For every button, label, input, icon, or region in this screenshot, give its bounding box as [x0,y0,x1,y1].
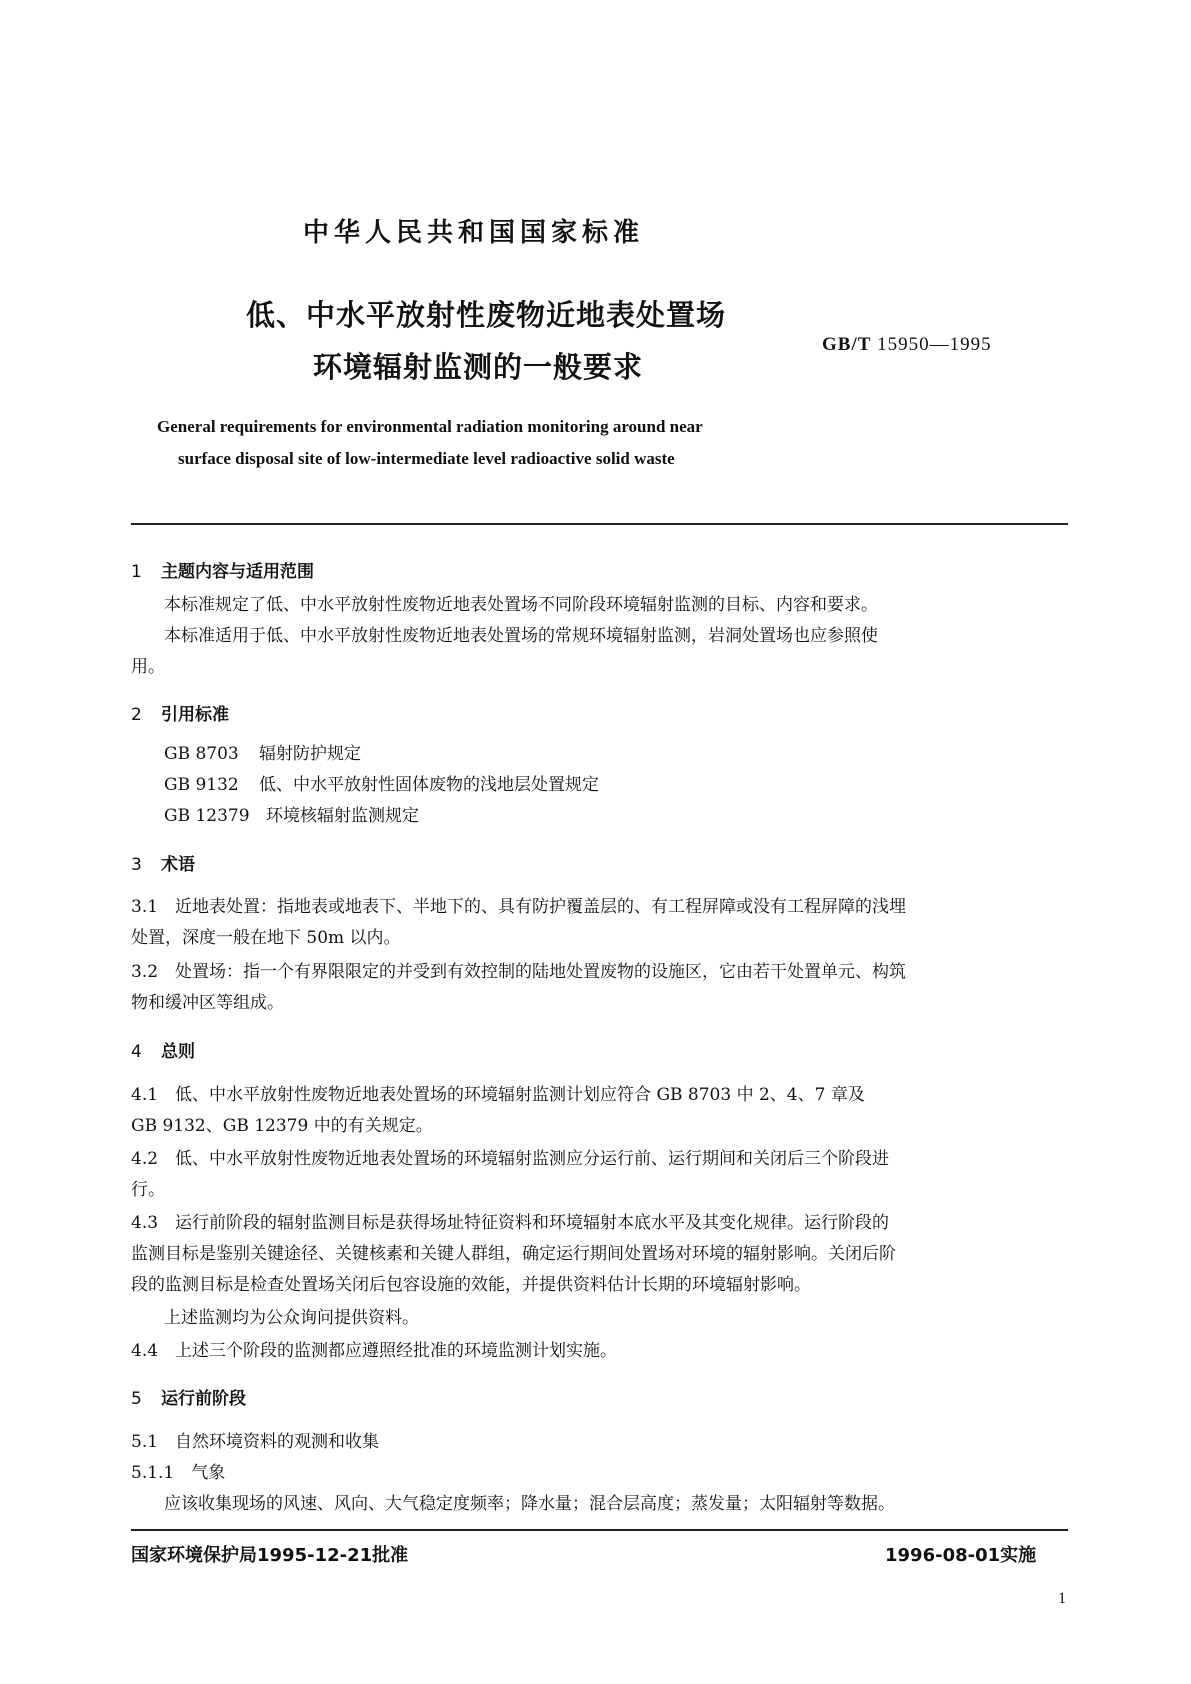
clause-3-1-cont: 处置，深度一般在地下 50m 以内。 [131,928,401,948]
section-1-paragraph-1: 本标准规定了低、中水平放射性废物近地表处置场不同阶段环境辐射监测的目标、内容和要求。 [164,595,878,615]
section-number: 3 [131,855,142,875]
section-title: 引用标准 [161,705,229,725]
section-2-heading [131,700,229,725]
section-1-paragraph-2-cont: 用。 [131,657,165,677]
section-3-heading [131,850,195,875]
section-title: 总则 [161,1042,195,1062]
effective-date: 1996-08-01实施 [885,1545,1037,1566]
title-line-1: 低、中水平放射性废物近地表处置场 [246,298,727,332]
reference-code: GB 9132 [164,775,239,795]
standard-prefix: GB/T [822,334,872,355]
title-line-2: 环境辐射监测的一般要求 [313,350,644,384]
clause-4-4: 4.4 上述三个阶段的监测都应遵照经批准的环境监测计划实施。 [131,1341,618,1361]
clause-5-1: 5.1 自然环境资料的观测和收集 [131,1432,380,1452]
clause-3-2-cont: 物和缓冲区等组成。 [131,993,284,1013]
country-standard-heading: 中华人民共和国国家标准 [303,218,645,248]
reference-item [164,770,599,801]
english-title-line-1: General requirements for environmental radiation monitoring around near [157,417,703,436]
standard-code: 15950—1995 [877,334,992,355]
reference-code: GB 12379 [164,806,250,826]
clause-4-3-cont-2: 段的监测目标是检查处置场关闭后包容设施的效能，并提供资料估计长期的环境辐射影响。 [131,1275,811,1295]
clause-4-3: 4.3 运行前阶段的辐射监测目标是获得场址特征资料和环境辐射本底水平及其变化规律。运行阶段的 [131,1213,890,1233]
page-number: 1 [1058,1590,1066,1607]
section-number: 1 [131,562,142,582]
section-title: 术语 [161,855,195,875]
section-title: 运行前阶段 [161,1389,246,1409]
reference-name: 辐射防护规定 [259,744,361,764]
section-number: 2 [131,705,142,725]
reference-item [164,801,419,832]
reference-item [164,739,361,770]
clause-5-1-1: 5.1.1 气象 [131,1463,226,1483]
clause-4-3-note: 上述监测均为公众询问提供资料。 [164,1308,419,1328]
section-1-heading [131,557,314,582]
section-1-paragraph-2: 本标准适用于低、中水平放射性废物近地表处置场的常规环境辐射监测，岩洞处置场也应参照使 [164,626,878,646]
clause-4-2: 4.2 低、中水平放射性废物近地表处置场的环境辐射监测应分运行前、运行期间和关闭后三个阶段进 [131,1149,890,1169]
clause-4-2-cont: 行。 [131,1180,165,1200]
section-5-heading [131,1384,246,1409]
clause-5-1-1-body: 应该收集现场的风速、风向、大气稳定度频率；降水量；混合层高度；蒸发量；太阳辐射等数据。 [164,1494,895,1514]
reference-name: 低、中水平放射性固体废物的浅地层处置规定 [259,775,599,795]
clause-3-1: 3.1 近地表处置：指地表或地表下、半地下的、具有防护覆盖层的、有工程屏障或没有工程屏障的浅埋 [131,897,907,917]
footer-divider [131,1529,1068,1531]
approval-line: 国家环境保护局1995-12-21批准 [131,1545,409,1566]
clause-4-3-cont-1: 监测目标是鉴别关键途径、关键核素和关键人群组，确定运行期间处置场对环境的辐射影响。关闭后阶 [131,1244,896,1264]
reference-name: 环境核辐射监测规定 [266,806,419,826]
reference-code: GB 8703 [164,744,239,764]
clause-3-2: 3.2 处置场：指一个有界限限定的并受到有效控制的陆地处置废物的设施区，它由若干处置单元、构筑 [131,962,907,982]
section-4-heading [131,1037,195,1062]
section-number: 4 [131,1042,142,1062]
standard-number [822,334,992,356]
header-divider [131,523,1068,525]
section-title: 主题内容与适用范围 [161,562,314,582]
clause-4-1: 4.1 低、中水平放射性废物近地表处置场的环境辐射监测计划应符合 GB 8703 中 2、4、7 章及 [131,1085,865,1105]
section-number: 5 [131,1389,142,1409]
english-title-line-2: surface disposal site of low-intermediate level radioactive solid waste [178,449,675,468]
clause-4-1-cont: GB 9132、GB 12379 中的有关规定。 [131,1116,433,1136]
